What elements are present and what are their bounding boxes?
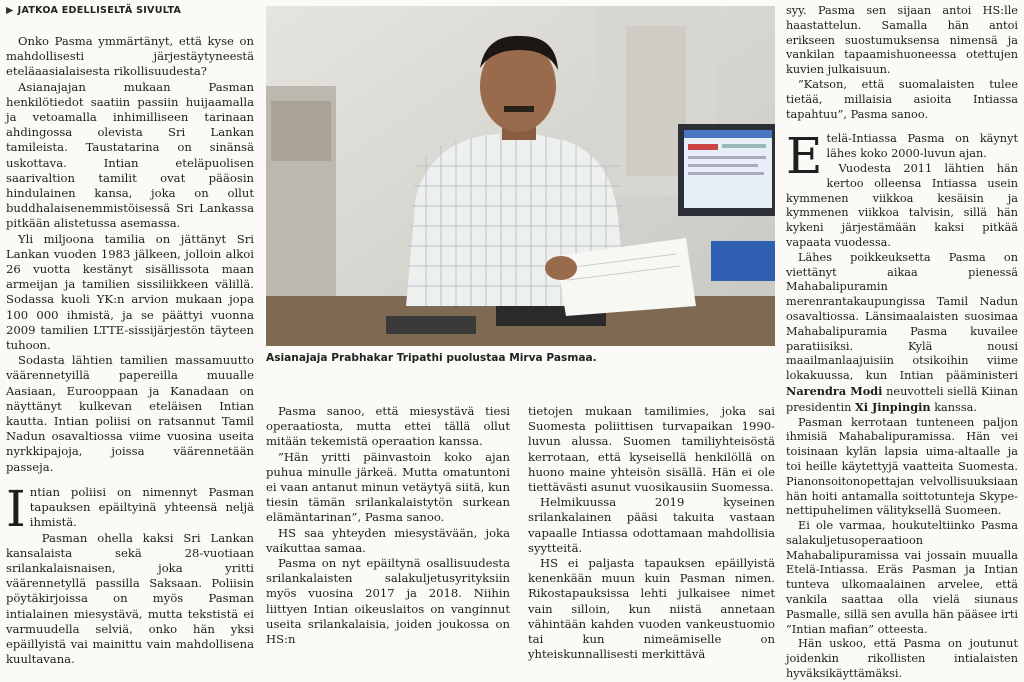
photo-illustration: [266, 6, 775, 346]
paragraph-with-dropcap: Intian poliisi on nimennyt Pasman tapauksen epäiltyinä yhteensä neljä ihmistä.: [6, 479, 254, 538]
article-column-1: [6, 34, 254, 667]
paragraph: Yli miljoona tamilia on jättänyt Sri Lankan vuoden 1983 jälkeen, jolloin alkoi 26 vuotta kestänyt sisällissota maan armeijan ja tamilien sissiliikkeen välillä. Sodassa kuoli YK:n arvion mukaan jopa 100 000 ihmistä, ja se päättyi vuonna 2009 tamilien LTTE-sissijärjestön täyteen tuhoon.: [6, 231, 254, 353]
paragraph: Lähes poikkeuksetta Pasma on viettänyt aikaa pienessä Mahabalipuramin merenrantakaupungissa Tamil Nadun osavaltiossa. Länsimaalaisten suosimaa Mahabalipuramia Pasma kuvailee paratiisiksi. Kylä nousi maailmanlaajuisiin otsikoihin viime lokakuussa, kun Intian pääministeri Narendra Modi neuvotteli siellä Kiinan presidentin Xi Jinpingin kanssa.: [786, 250, 1018, 414]
paragraph: ”Hän yritti päinvastoin koko ajan puhua minulle järkeä. Mutta omatuntoni ei vaan antanut minun vetäytyä siitä, kun tiesin tämän srilankalaistytön surkean elämäntarinan”, Pasma sanoo.: [266, 449, 510, 525]
paragraph: Onko Pasma ymmärtänyt, että kyse on mahdollisesti järjestäytyneestä eteläaasialaisesta rikollisuudesta?: [6, 34, 254, 79]
paragraph: HS ei paljasta tapauksen epäillyistä kenenkään muun kuin Pasman nimen. Rikostapauksissa lehti julkaisee nimet vain silloin, kun niistä annetaan vähintään kahden vuoden vankeustuomio tai kun nimeämiselle on yhteiskunnallisesti merkittävä: [528, 556, 775, 662]
paragraph: Hän uskoo, että Pasma on joutunut joidenkin rikollisten intialaisten hyväksikäyttämäksi.: [786, 637, 1018, 681]
dropcap: E: [786, 127, 823, 186]
person-name: Narendra Modi: [786, 383, 883, 398]
paragraph: Helmikuussa 2019 kyseinen srilankalainen pääsi takuita vastaan vapaalle Intiassa odottamaan mahdollisia syytteitä.: [528, 495, 775, 555]
paragraph: Pasman ohella kaksi Sri Lankan kansalaista sekä 28-vuotiaan srilankalaisnaisen, joka yritti väärennetyllä passilla Saksaan. Poliisin pöytäkirjoissa on myös Pasman intialainen miesystävä, mutta tekstistä ei varmuudella selviä, onko hän yksi epäillyistä vai mainittu vain mahdollisena kuultavana.: [6, 530, 254, 667]
article-column-4: [786, 4, 1018, 682]
photo-caption: Asianajaja Prabhakar Tripathi puolustaa Mirva Pasmaa.: [266, 352, 597, 364]
paragraph: ”Katson, että suomalaisten tulee tietää, millaisia asioita Intiassa tapahtuu”, Pasma sanoo.: [786, 77, 1018, 121]
paragraph-with-dropcap: Etelä-Intiassa Pasma on käynyt lähes koko 2000-luvun ajan.: [786, 127, 1018, 186]
paragraph: Ei ole varmaa, houkuteltiinko Pasma salakuljetusoperaatioon Mahabalipuramissa vai jossain muualla Etelä-Intiassa. Eräs Pasman ja Intian tunteva ulkomaalainen arvelee, että vankila saattaa olla vielä siunaus Pasmalle, sillä sen avulla hän pääsee irti ”Intian mafian” otteesta.: [786, 519, 1018, 636]
paragraph: tietojen mukaan tamilimies, joka sai Suomesta poliittisen turvapaikan 1990-luvun alussa. Suomen tamiliyhteisöstä kerrotaan, että kyseisellä henkilöllä on huono maine yhteisön sisällä. Hän ei ole tiettävästi asunut vuosikausiin Suomessa.: [528, 404, 775, 495]
kicker-text: JATKOA EDELLISELTÄ SIVULTA: [17, 5, 182, 16]
paragraph: Pasma sanoo, että miesystävä tiesi operaatiosta, mutta ettei tällä ollut mitään tekemistä operaation kanssa.: [266, 404, 510, 449]
article-photo: [266, 6, 775, 346]
person-name: Xi Jinpingin: [854, 399, 931, 414]
paragraph: Pasma on nyt epäiltynä osallisuudesta srilankalaisten salakuljetusyrityksiin myös vuosina 2017 ja 2018. Niihin liittyen Intian oikeuslaitos on vanginnut useita srilankalaisia, joiden joukossa on HS:n: [266, 556, 510, 647]
paragraph: Asianajajan mukaan Pasman henkilötiedot saatiin passiin huijaamalla ja vetoamalla inhimilliseen tarinaan ahdingossa olevista Sri Lankan tamileista. Taustatarina on sinänsä uskottava. Intian eteläpuolisen saarivaltion tamilit ovat pääosin hindulainen kansa, joka on ollut buddhalaisenemmistöisessä Sri Lankassa pitkään alistetussa asemassa.: [6, 79, 254, 231]
dropcap: I: [6, 479, 26, 538]
article-column-2: [266, 404, 510, 647]
paragraph: Sodasta lähtien tamilien massamuutto väärennetyillä papereilla muualle Aasiaan, Eurooppaan ja Kanadaan on näyttänyt kulkevan eteläisen Intian kautta. Intian poliisi on ratsannut Tamil Nadun osavaltiossa viime vuosina useita nyrkkipajoja, joissa väärennetään passeja.: [6, 353, 254, 474]
paragraph: HS saa yhteyden miesystävään, joka vaikuttaa samaa.: [266, 525, 510, 555]
paragraph: Vuodesta 2011 lähtien hän kertoo olleensa Intiassa usein kymmenen viikkoa kesäisin ja kymmenen viikkoa talvisin, sillä hän kykeni järjestämään kaksi pitkää vapaata vuodessa.: [786, 161, 1018, 249]
paragraph: Pasman kerrotaan tunteneen paljon ihmisiä Mahabalipuramissa. Hän vei toisinaan kylän lapsia uima-altaalle ja toi heille käytettyjä vaatteita Suomesta. Pianonsoitonopettajan velvollisuuksiaan hän hoiti antamalla soittotunteja Skype-nettipuhelimen välityksellä Suomeen.: [786, 415, 1018, 518]
section-kicker: [6, 5, 181, 16]
article-column-3: [528, 404, 775, 662]
paragraph: syy. Pasma sen sijaan antoi HS:lle haastattelun. Samalla hän antoi erikseen suostumuksensa nimensä ja vankilan tapaamishuoneessa otettujen kuvien julkaisuun.: [786, 4, 1018, 77]
triangle-right-icon: ▶: [6, 5, 14, 16]
